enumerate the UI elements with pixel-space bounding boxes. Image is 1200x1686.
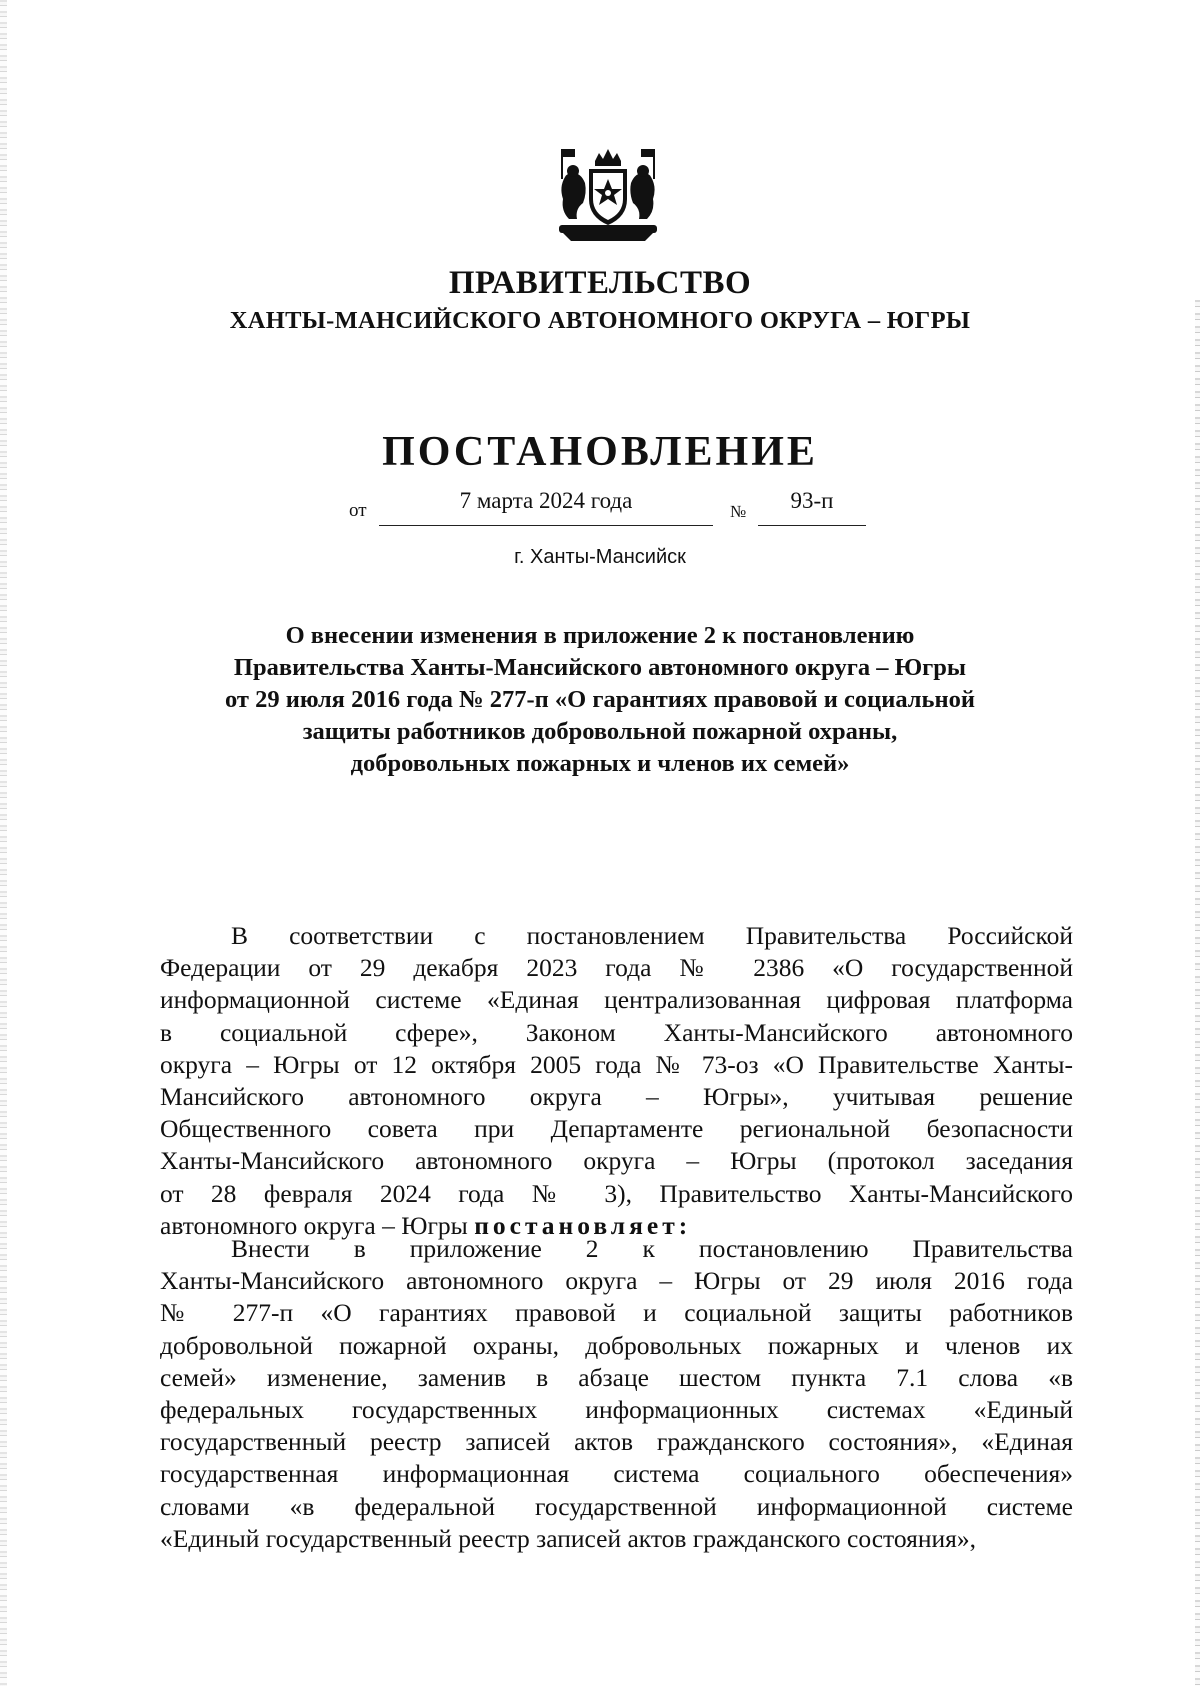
coat-of-arms-icon (555, 147, 661, 243)
city-label: г. Ханты-Мансийск (514, 546, 686, 568)
subject-line: Правительства Ханты-Мансийского автономного округа – Югры (233, 654, 967, 681)
date-number-row (0, 488, 1200, 528)
scan-edge-left (0, 0, 7, 1686)
paragraph-line: в социальной сфере», Законом Ханты-Мансийского автономного (160, 1017, 1073, 1047)
paragraph-line: от 28 февраля 2024 года № 3), Правительство Ханты-Мансийского (160, 1178, 1073, 1208)
number-underline (758, 525, 866, 526)
paragraph-line: Федерации от 29 декабря 2023 года № 2386 «О государственной (160, 953, 1073, 983)
paragraph-line: Ханты-Мансийского автономного округа – Югры (протокол заседания (160, 1146, 1073, 1176)
document-subject (150, 620, 1050, 780)
paragraph-line: № 277-п «О гарантиях правовой и социальной защиты работников (160, 1298, 1073, 1328)
paragraph-line: Внести в приложение 2 к постановлению Правительства (231, 1234, 1073, 1263)
amendment-paragraph (160, 1233, 1073, 1555)
paragraph-line: семей» изменение, заменив в абзаце шестом пункта 7.1 слова «в (160, 1362, 1073, 1392)
from-label: от (349, 500, 367, 521)
paragraph-line: округа – Югры от 12 октября 2005 года № 73-оз «О Правительстве Ханты- (160, 1049, 1073, 1079)
subject-line: добровольных пожарных и членов их семей» (350, 750, 850, 777)
paragraph-line: государственная информационная система социального обеспечения» (160, 1459, 1073, 1489)
paragraph-line: государственный реестр записей актов гражданского состояния», «Единая (160, 1427, 1073, 1457)
subject-line: О внесении изменения в приложение 2 к постановлению (285, 622, 915, 649)
region-title: ХАНТЫ-МАНСИЙСКОГО АВТОНОМНОГО ОКРУГА – ЮГРЫ (229, 307, 971, 334)
paragraph-line: добровольной пожарной охраны, добровольных пожарных и членов их (160, 1330, 1073, 1360)
preamble-paragraph (160, 920, 1073, 1242)
number-label: № (730, 502, 747, 521)
paragraph-line: словами «в федеральной государственной информационной системе (160, 1491, 1073, 1521)
subject-line: защиты работников добровольной пожарной охраны, (302, 718, 898, 745)
paragraph-line-text: автономного округа – Югры (160, 1210, 475, 1240)
document-number: 93-п (790, 488, 834, 513)
date-underline (379, 525, 713, 526)
paragraph-line: информационной системе «Единая централизованная цифровая платформа (160, 985, 1073, 1015)
paragraph-line: Общественного совета при Департаменте региональной безопасности (160, 1114, 1073, 1144)
paragraph-line: федеральных государственных информационных системах «Единый (160, 1394, 1073, 1424)
government-title: ПРАВИТЕЛЬСТВО (448, 265, 752, 301)
paragraph-line: Мансийского автономного округа – Югры», учитывая решение (160, 1081, 1073, 1111)
paragraph-line: «Единый государственный реестр записей актов гражданского состояния», (160, 1523, 976, 1553)
decree-word: постановляет: (474, 1210, 692, 1240)
subject-line: от 29 июля 2016 года № 277-п «О гарантиях правовой и социальной (225, 686, 975, 713)
document-type-title: ПОСТАНОВЛЕНИЕ (382, 429, 818, 475)
paragraph-line: Ханты-Мансийского автономного округа – Югры от 29 июля 2016 года (160, 1266, 1073, 1296)
paragraph-line: В соответствии с постановлением Правительства Российской (231, 921, 1073, 950)
document-date: 7 марта 2024 года (459, 488, 633, 513)
